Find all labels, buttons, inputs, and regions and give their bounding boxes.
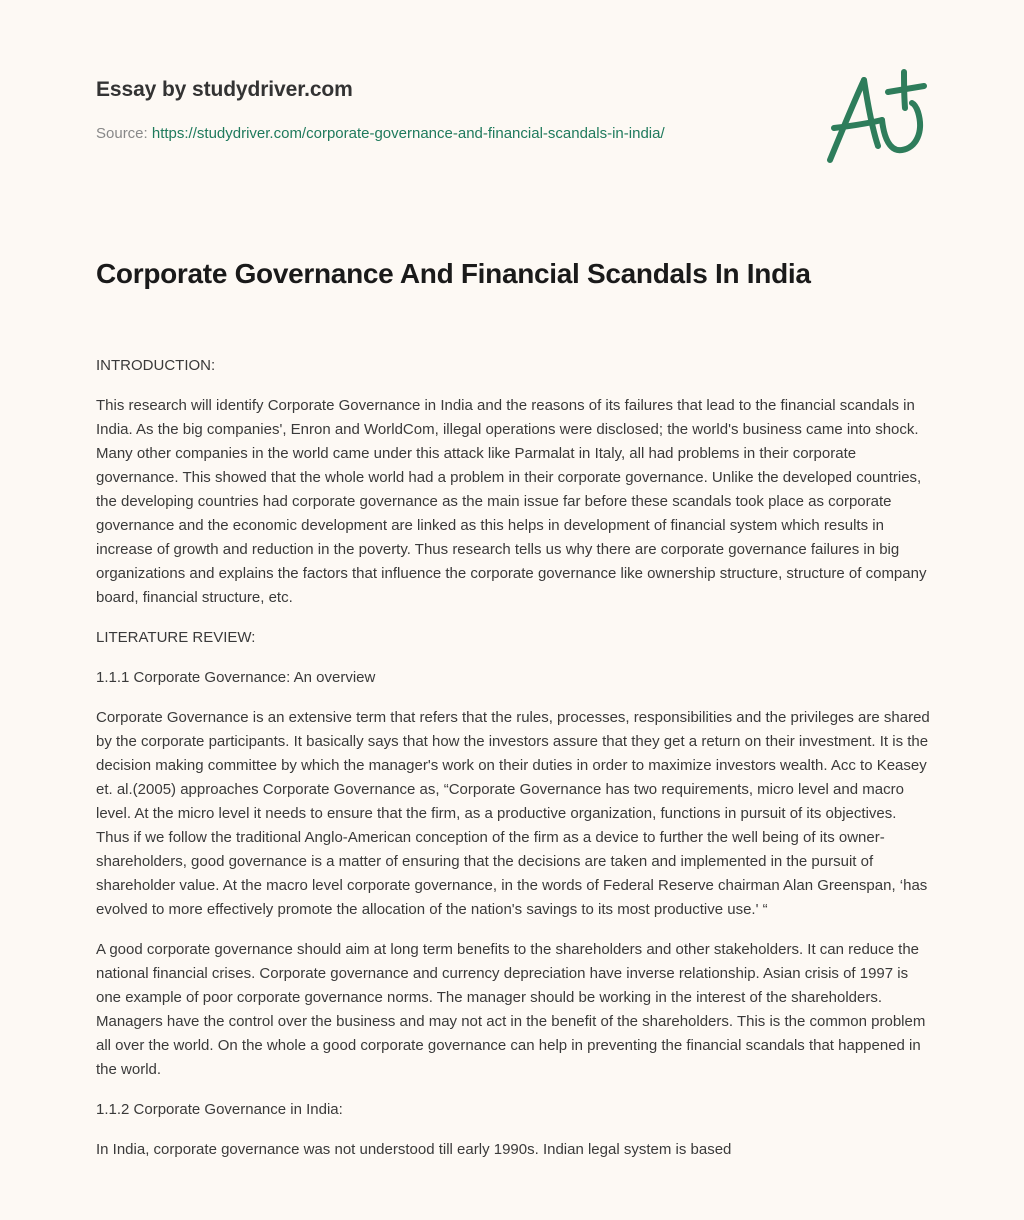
source-link[interactable]: https://studydriver.com/corporate-governance-and-financial-scandals-in-india/ xyxy=(151,125,665,142)
paragraph-overview: Corporate Governance is an extensive term that refers that the rules, processes, responsibilities and the privileges are shared by the corporate participants. It basically says that how the investors assure that they get a return on their investment. It is the decision making committee by which the manager's work on their duties in order to maximize investors wealth. Acc to Keasey et. al.(2005) approaches Corporate Governance as, “Corporate Governance has two requirements, micro level and macro level. At the micro level it needs to ensure that the firm, as a productive organization, functions in pursuit of its objectives. Thus if we follow the traditional Anglo-American conception of the firm as a device to further the well being of its owner-shareholders, good governance is a matter of ensuring that the decisions are taken and implemented in the pursuit of shareholder value. At the macro level corporate governance, in the words of Federal Reserve chairman Alan Greenspan, ‘has evolved to more effectively promote the allocation of the nation's savings to its most productive use.' “ xyxy=(96,709,930,918)
site-title: Essay by studydriver.com xyxy=(96,78,353,101)
source-label: Source: xyxy=(96,125,152,142)
subsection-heading-overview: 1.1.1 Corporate Governance: An overview xyxy=(96,669,376,686)
paragraph-good-governance: A good corporate governance should aim at long term benefits to the shareholders and other stakeholders. It can reduce the national financial crises. Corporate governance and currency depreciation have inverse relationship. Asian crisis of 1997 is one example of poor corporate governance norms. The manager should be working in the interest of the shareholders. Managers have the control over the business and may not act in the benefit of the shareholders. This is the common problem all over the world. On the whole a good corporate governance can help in preventing the financial scandals that happened in the world. xyxy=(96,941,926,1078)
paragraph-introduction: This research will identify Corporate Governance in India and the reasons of its failures that lead to the financial scandals in India. As the big companies', Enron and WorldCom, illegal operations were disclosed; the world's business came into shock. Many other companies in the world came under this attack like Parmalat in Italy, all had problems in their corporate governance. This showed that the whole world had a problem in their corporate governance. Unlike the developed countries, the developing countries had corporate governance as the main issue far before these scandals took place as corporate governance and the economic development are linked as this helps in development of financial system which results in increase of growth and reduction in the poverty. Thus research tells us why there are corporate governance failures in big organizations and explains the factors that influence the corporate governance like ownership structure, structure of company board, financial structure, etc. xyxy=(96,397,927,606)
document-title: Corporate Governance And Financial Scandals In India xyxy=(96,258,811,289)
paragraph-india: In India, corporate governance was not understood till early 1990s. Indian legal system is based xyxy=(96,1141,732,1158)
page-header xyxy=(96,76,796,144)
a-plus-grade-icon xyxy=(820,66,930,166)
section-heading-literature-review: LITERATURE REVIEW: xyxy=(96,629,256,646)
section-heading-introduction: INTRODUCTION: xyxy=(96,357,216,374)
subsection-heading-india: 1.1.2 Corporate Governance in India: xyxy=(96,1101,343,1118)
source-line xyxy=(96,124,796,144)
document-body xyxy=(96,354,932,1178)
